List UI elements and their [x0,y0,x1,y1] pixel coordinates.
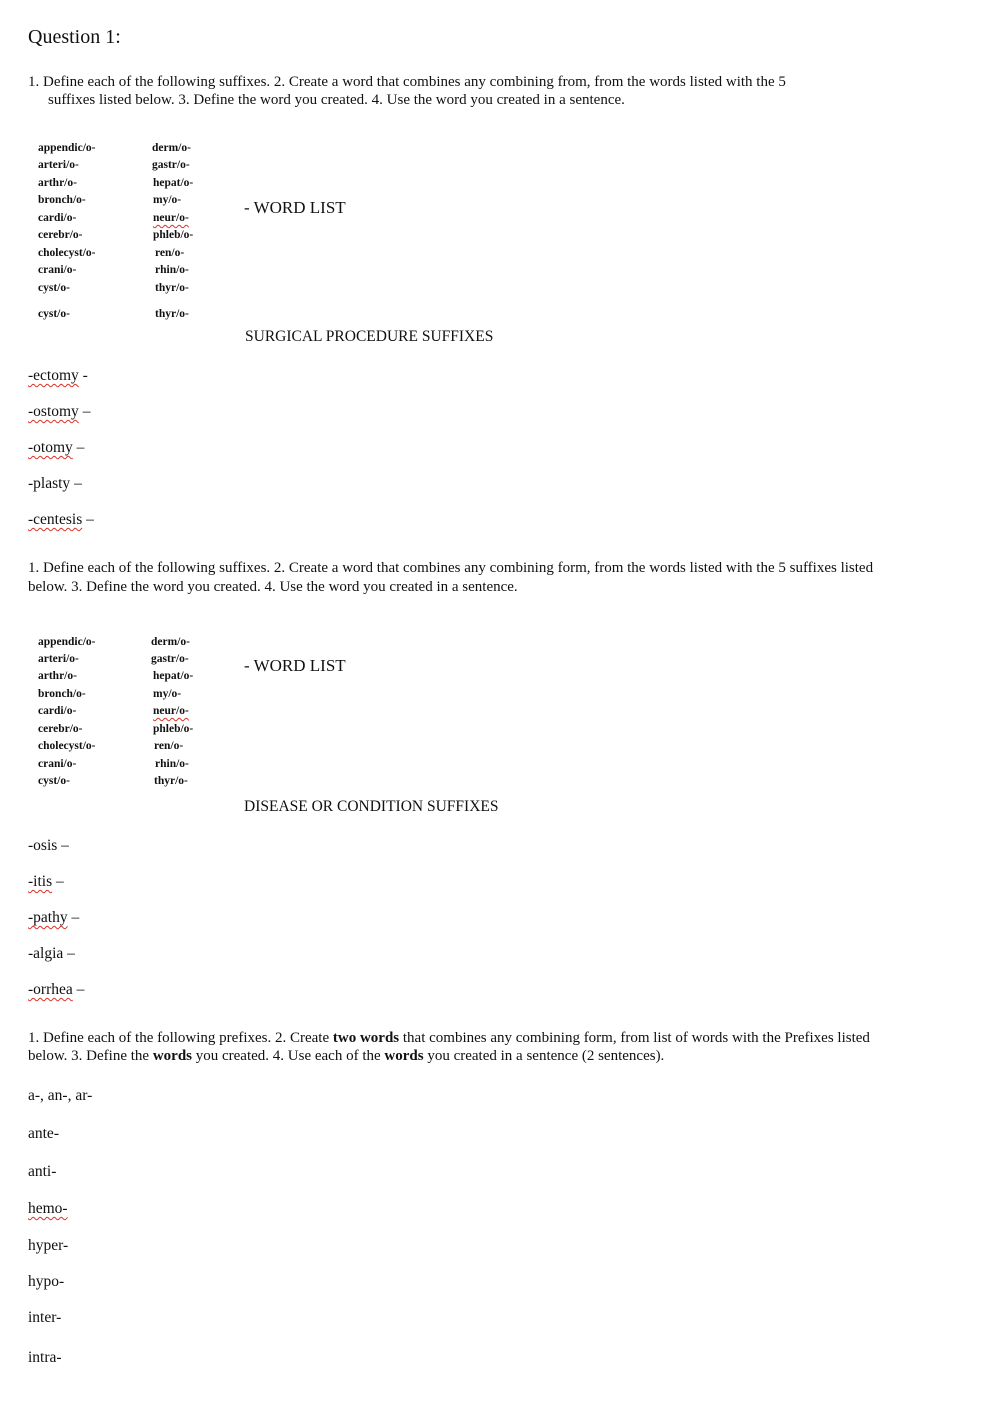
suffix-term: -centesis [28,511,83,528]
suffix-dash: – [63,945,75,962]
s1-wl-col2-3: my/o- [153,194,182,206]
prefix-item: hypo- [28,1273,65,1290]
suffix-term: -algia [28,945,64,962]
s1-wl-col1-5: cerebr/o- [38,229,83,241]
s2-wl-col2-1: gastr/o- [151,653,189,665]
prefix-item: anti- [28,1163,57,1180]
prefix-item: ante- [28,1125,59,1142]
bold-segment: words [152,1048,192,1064]
s2-wl-col1-4: cardi/o- [38,705,77,717]
s1-wl-col2-4: neur/o- [153,212,189,224]
prefix-item: hyper- [28,1237,69,1254]
section1-instructions-line2: suffixes listed below. 3. Define the word you created. 4. Use the word you created in a sentence. [48,92,625,108]
s1-suffix-item [28,403,90,421]
suffix-dash: – [72,981,85,998]
s1-wl-col1-3: bronch/o- [38,194,86,206]
s1-wl-col2-9: thyr/o- [155,308,189,320]
suffix-term: -plasty [28,475,71,492]
section2-instructions-line2: below. 3. Define the word you created. 4. Use the word you created in a sentence. [28,579,518,595]
s2-suffix-item [28,873,64,891]
s2-wl-col1-6: cholecyst/o- [38,740,96,752]
suffix-term: -ostomy [28,403,79,420]
suffix-term: -pathy [28,909,68,926]
s1-wl-col2-7: rhin/o- [155,264,189,276]
s2-wl-col2-4: neur/o- [153,705,189,717]
s2-wl-col1-8: cyst/o- [38,775,70,787]
s2-wl-col1-5: cerebr/o- [38,723,83,735]
prefix-item: a-, an-, ar- [28,1087,93,1104]
s2-wl-col1-1: arteri/o- [38,653,79,665]
s2-suffix-item [28,837,69,855]
prefix-item: inter- [28,1309,62,1326]
suffix-dash: – [72,439,85,456]
bold-segment: two words [332,1030,400,1046]
s2-wl-col2-3: my/o- [153,688,182,700]
s1-wl-col1-9: cyst/o- [38,308,70,320]
s2-wl-col2-2: hepat/o- [153,670,194,682]
suffix-dash: – [57,837,69,854]
s1-wl-col1-0: appendic/o- [38,142,96,154]
s1-suffix-item [28,511,94,529]
section2-instructions-line1: 1. Define each of the following suffixes. 2. Create a word that combines any combining form, from the words listed with the 5 suffixes listed [28,560,874,576]
s1-wl-col2-6: ren/o- [155,247,185,259]
text-segment: 1. Define each of the following prefixes. 2. Create [28,1030,333,1046]
s1-wl-col1-1: arteri/o- [38,159,79,171]
section3-instructions-line2 [28,1047,664,1065]
s1-wl-col1-6: cholecyst/o- [38,247,96,259]
suffix-term: -orrhea [28,981,73,998]
s1-wl-col2-5: phleb/o- [153,229,194,241]
s1-wl-col1-2: arthr/o- [38,177,77,189]
suffix-dash: – [82,511,94,528]
s2-wl-col1-7: crani/o- [38,758,77,770]
s2-wl-col2-5: phleb/o- [153,723,194,735]
prefix-item: hemo- [28,1200,68,1217]
suffix-dash: – [52,873,64,890]
s2-suffix-item [28,945,75,963]
suffix-dash: – [78,403,91,420]
text-segment: that combines any combining form, from list of words with the Prefixes listed [399,1030,870,1046]
s2-wl-col2-7: rhin/o- [155,758,189,770]
s1-wl-col1-7: crani/o- [38,264,77,276]
suffix-term: -osis [28,837,58,854]
s2-wl-col2-6: ren/o- [154,740,184,752]
s1-wl-col1-4: cardi/o- [38,212,77,224]
suffix-dash: - [78,367,88,384]
s1-suffix-item [28,439,84,457]
s2-heading: DISEASE OR CONDITION SUFFIXES [244,798,499,815]
s1-suffix-item [28,367,88,385]
suffix-term: -ectomy [28,367,79,384]
section1-instructions-line1: 1. Define each of the following suffixes. 2. Create a word that combines any combining from, from the words listed with the 5 [28,74,786,90]
suffix-term: -otomy [28,439,73,456]
s2-word-list-label: - WORD LIST [244,656,346,675]
s2-suffix-item [28,981,84,999]
s1-wl-col2-1: gastr/o- [152,159,190,171]
s2-wl-col2-0: derm/o- [151,636,190,648]
s1-suffix-item [28,475,82,493]
s1-heading: SURGICAL PROCEDURE SUFFIXES [245,328,494,345]
text-segment: you created in a sentence (2 sentences). [423,1048,665,1064]
s2-wl-col1-3: bronch/o- [38,688,86,700]
section3-instructions-line1 [28,1029,870,1047]
prefix-item: intra- [28,1349,62,1366]
s2-suffix-item [28,909,79,927]
s1-wl-col1-8: cyst/o- [38,282,70,294]
text-segment: below. 3. Define the [28,1048,153,1064]
s1-wl-col2-8: thyr/o- [155,282,189,294]
bold-segment: words [384,1048,424,1064]
s2-wl-col1-0: appendic/o- [38,636,96,648]
s1-wl-col2-2: hepat/o- [153,177,194,189]
question-title: Question 1: [28,26,121,48]
suffix-dash: – [70,475,82,492]
s1-word-list-label: - WORD LIST [244,198,346,217]
suffix-term: -itis [28,873,53,890]
s1-wl-col2-0: derm/o- [152,142,191,154]
suffix-dash: – [67,909,80,926]
s2-wl-col2-8: thyr/o- [154,775,188,787]
s2-wl-col1-2: arthr/o- [38,670,77,682]
text-segment: you created. 4. Use each of the [192,1048,385,1064]
